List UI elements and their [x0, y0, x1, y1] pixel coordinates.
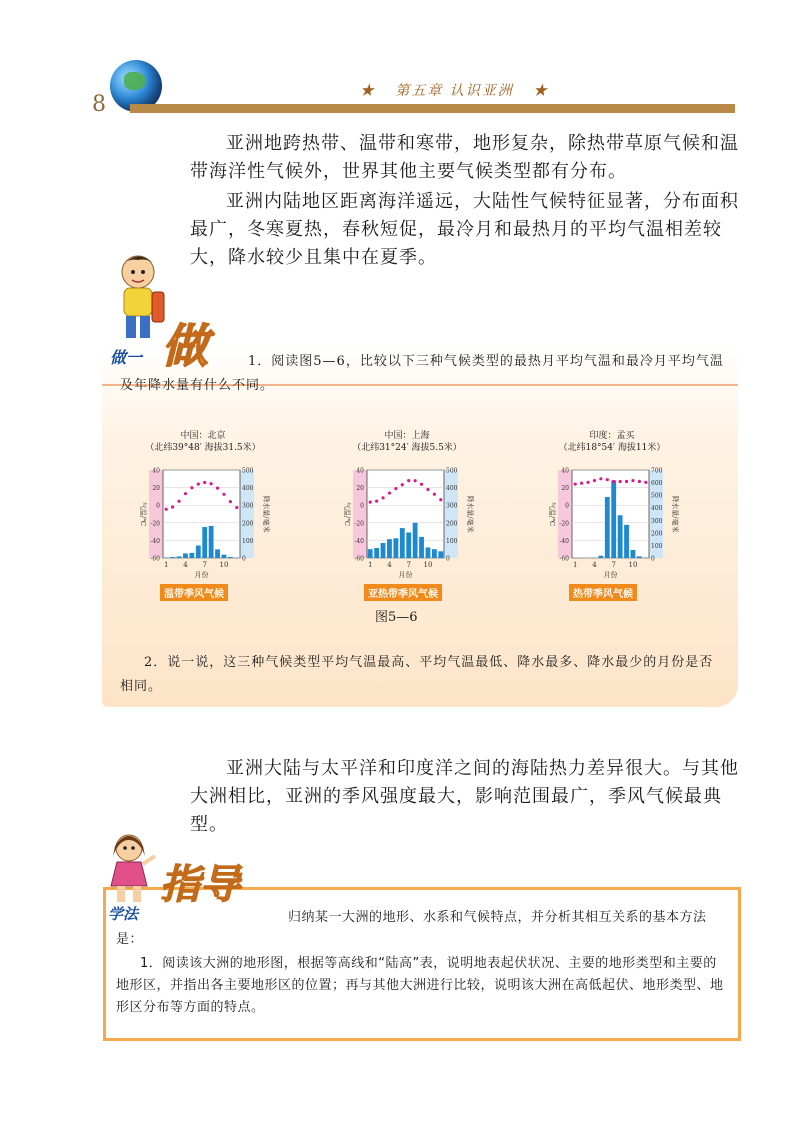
precip-bar: [406, 532, 411, 558]
temp-axis-label: 气温/℃: [343, 501, 351, 527]
paragraph-continental-climate: 亚洲内陆地区距离海洋遥远，大陆性气候特征显著，分布面积最广，冬寒夏热，春秋短促，最冷月和最热月的平均气温相差较大，降水较少且集中在夏季。: [190, 191, 739, 268]
temp-tick-label: 20: [152, 485, 160, 493]
precip-tick-label: 0: [446, 555, 450, 563]
temp-point: [574, 482, 577, 485]
temp-point: [210, 482, 213, 485]
precip-tick-label: 0: [651, 555, 655, 563]
month-tick-label: 10: [219, 561, 229, 569]
precip-bar: [432, 549, 437, 558]
precip-bar: [215, 549, 220, 558]
temp-point: [171, 506, 174, 509]
temp-point: [184, 492, 187, 495]
precip-bar: [413, 523, 418, 558]
temp-point: [369, 501, 372, 504]
chart-title: 中国：上海: [384, 431, 430, 441]
activity-label-small: 做一: [110, 348, 143, 367]
precip-tick-label: 600: [651, 480, 663, 488]
temp-point: [433, 493, 436, 496]
temp-point: [580, 482, 583, 485]
month-axis-label: 月份: [398, 571, 413, 579]
temp-point: [439, 498, 442, 501]
temp-axis-label: 气温/℃: [548, 501, 556, 527]
temp-point: [381, 496, 384, 499]
precip-tick-label: 100: [651, 542, 663, 550]
plot-area: [367, 470, 444, 558]
precip-tick-label: 500: [651, 492, 663, 500]
precip-bar: [209, 526, 214, 558]
temp-point: [631, 479, 634, 482]
precip-bar: [419, 537, 424, 558]
precip-tick-label: 400: [446, 485, 458, 493]
month-tick-label: 7: [406, 561, 411, 569]
temp-tick-label: -20: [559, 520, 569, 528]
chapter-title-text: 第五章 认识亚洲: [395, 83, 514, 99]
header-bar: [130, 104, 735, 113]
temp-tick-label: -40: [150, 537, 160, 545]
month-tick-label: 1: [572, 561, 578, 569]
precip-axis-label: 降水量/毫米: [671, 495, 679, 533]
guide-label-big: 指导: [160, 861, 240, 908]
month-tick-label: 4: [387, 561, 392, 569]
temp-point: [203, 481, 206, 484]
chart-subtitle: （北纬39°48′ 海拔31.5米）: [145, 443, 261, 453]
month-tick-label: 7: [202, 561, 207, 569]
temp-point: [420, 483, 423, 486]
precip-tick-label: 300: [242, 502, 254, 510]
star-icon: ★: [360, 83, 376, 99]
page-number: 8: [92, 92, 106, 117]
climate-type-badge: 温带季风气候: [160, 584, 228, 601]
temp-axis-label: 气温/℃: [139, 501, 147, 527]
chart-title: 中国：北京: [180, 431, 226, 441]
temp-point: [375, 500, 378, 503]
girl-mascot-icon: [103, 830, 159, 905]
chart-subtitle: （北纬18°54′ 海拔11米）: [558, 443, 666, 453]
temp-tick-label: 0: [156, 502, 160, 510]
climate-chart: [128, 462, 278, 592]
precip-bar: [624, 525, 629, 558]
figure-caption: 图5—6: [375, 610, 418, 625]
guide-label-small: 学法: [108, 905, 139, 923]
precip-bar: [374, 548, 379, 558]
precip-tick-label: 200: [242, 520, 254, 528]
plot-area: [163, 470, 240, 558]
precip-bar: [222, 555, 227, 558]
temp-point: [177, 500, 180, 503]
temp-point: [407, 479, 410, 482]
precip-tick-label: 100: [446, 537, 458, 545]
precip-bar: [631, 550, 636, 558]
temp-tick-label: 40: [356, 467, 364, 475]
precip-bar: [598, 556, 603, 558]
precip-axis-label: 降水量/毫米: [262, 495, 270, 533]
temp-point: [619, 480, 622, 483]
precip-bar: [438, 551, 443, 558]
precip-bar: [393, 538, 398, 558]
temp-point: [388, 491, 391, 494]
precip-bar: [189, 553, 194, 558]
temp-tick-label: -40: [559, 537, 569, 545]
month-axis-label: 月份: [194, 571, 209, 579]
climate-type-badge: 亚热带季风气候: [364, 584, 442, 601]
month-axis-label: 月份: [603, 571, 618, 579]
precip-bar: [177, 556, 182, 558]
temp-tick-label: -20: [354, 520, 364, 528]
temp-point: [612, 480, 615, 483]
precip-bar: [368, 549, 373, 558]
month-tick-label: 1: [367, 561, 373, 569]
precip-tick-label: 300: [651, 517, 663, 525]
precip-bar: [426, 547, 431, 558]
temp-tick-label: -60: [354, 555, 364, 563]
temp-point: [222, 493, 225, 496]
temp-tick-label: -60: [559, 555, 569, 563]
temp-tick-label: 20: [561, 485, 569, 493]
temp-tick-label: 20: [356, 485, 364, 493]
star-icon: ★: [533, 83, 550, 99]
month-tick-label: 4: [592, 561, 597, 569]
temp-point: [394, 487, 397, 490]
month-tick-label: 10: [423, 561, 433, 569]
precip-bar: [637, 556, 642, 558]
temp-point: [235, 506, 238, 509]
temp-point: [644, 481, 647, 484]
chart-title: 印度：孟买: [589, 431, 635, 441]
precip-bar: [183, 553, 188, 558]
precip-bar: [605, 497, 610, 558]
precip-bar: [170, 557, 175, 558]
precip-tick-label: 500: [242, 467, 254, 475]
precip-tick-label: 100: [242, 537, 254, 545]
precip-bar: [618, 515, 623, 558]
precip-bar: [400, 528, 405, 558]
temp-point: [586, 481, 589, 484]
paragraph-monsoon: 亚洲大陆与太平洋和印度洋之间的海陆热力差异很大。与其他大洲相比，亚洲的季风强度最大，影响范围最广，季风气候最典型。: [190, 758, 739, 835]
activity-question-2: 2．说一说，这三种气候类型平均气温最高、平均气温最低、降水最多、降水最少的月份是否相同。: [120, 655, 714, 694]
precip-axis-label: 降水量/毫米: [466, 495, 474, 533]
temp-point: [229, 500, 232, 503]
month-tick-label: 10: [628, 561, 638, 569]
temp-point: [638, 480, 641, 483]
temp-point: [606, 478, 609, 481]
precip-tick-label: 200: [651, 530, 663, 538]
temp-tick-label: -60: [150, 555, 160, 563]
precip-tick-label: 500: [446, 467, 458, 475]
paragraph-climate-types: 亚洲地跨热带、温带和寒带，地形复杂，除热带草原气候和温带海洋性气候外，世界其他主要气候类型都有分布。: [190, 133, 739, 182]
temp-point: [426, 488, 429, 491]
precip-bar: [387, 539, 392, 558]
temp-tick-label: 0: [565, 502, 569, 510]
temp-point: [401, 483, 404, 486]
guide-intro: 归纳某一大洲的地形、水系和气候特点，并分析其相互关系的基本方法是：: [116, 910, 707, 947]
temp-tick-label: 0: [360, 502, 364, 510]
month-tick-label: 1: [163, 561, 169, 569]
activity-label-big: 做: [162, 319, 208, 373]
precip-tick-label: 200: [446, 520, 458, 528]
chart-subtitle: （北纬31°24′ 海拔5.5米）: [352, 443, 462, 453]
temp-tick-label: 40: [152, 467, 160, 475]
precip-tick-label: 300: [446, 502, 458, 510]
temp-point: [197, 482, 200, 485]
month-tick-label: 4: [183, 561, 188, 569]
precip-tick-label: 400: [242, 485, 254, 493]
precip-tick-label: 400: [651, 505, 663, 513]
climate-chart: [332, 462, 482, 592]
month-tick-label: 7: [611, 561, 616, 569]
precip-bar: [202, 527, 207, 558]
temp-tick-label: -40: [354, 537, 364, 545]
temp-point: [165, 508, 168, 511]
chapter-title: [360, 80, 549, 100]
temp-tick-label: -20: [150, 520, 160, 528]
temp-point: [216, 487, 219, 490]
activity-question-1: 1．阅读图5—6，比较以下三种气候类型的最热月平均气温和最冷月平均气温及年降水量有什么不同。: [120, 354, 724, 393]
climate-type-badge: 热带季风气候: [569, 584, 637, 601]
temp-point: [190, 486, 193, 489]
temp-point: [414, 479, 417, 482]
precip-bar: [228, 557, 233, 558]
temp-point: [625, 480, 628, 483]
precip-bar: [611, 480, 616, 558]
precip-bar: [381, 543, 386, 558]
climate-chart: [537, 462, 687, 592]
temp-point: [593, 479, 596, 482]
precip-bar: [164, 557, 169, 558]
precip-tick-label: 0: [242, 555, 246, 563]
guide-step-1: 1．阅读该大洲的地形图，根据等高线和“陆高”表，说明地表起伏状况、主要的地形类型和主要的地形区，并指出各主要地形区的位置；再与其他大洲进行比较，说明该大洲在高低起伏、地形类型、地形区分布等方面的特点。: [116, 956, 724, 1015]
precip-bar: [196, 546, 201, 558]
precip-tick-label: 700: [651, 467, 663, 475]
temp-tick-label: 40: [561, 467, 569, 475]
plot-area: [572, 470, 649, 558]
temp-point: [599, 477, 602, 480]
